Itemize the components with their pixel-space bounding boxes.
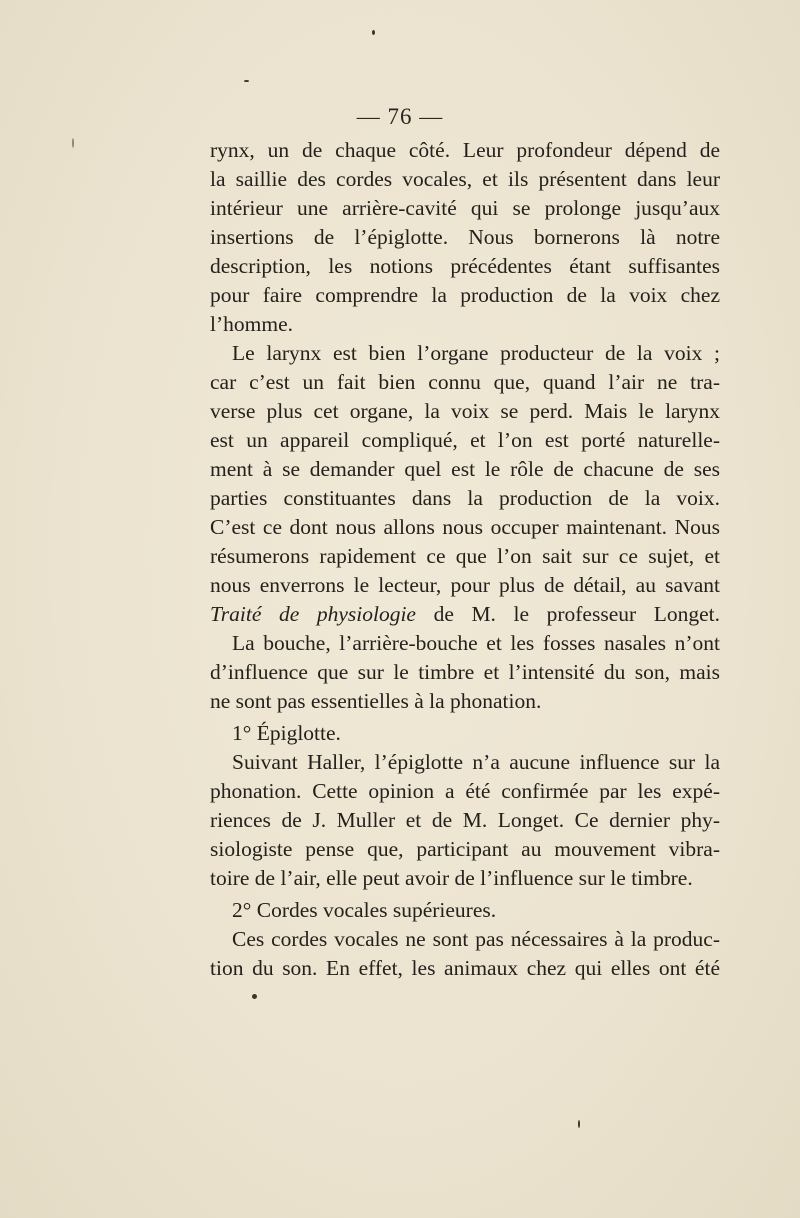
section-heading-cordes-vocales: 2° Cordes vocales supérieures. [232, 898, 497, 922]
text-segment: de M. le professeur Longet. [433, 602, 721, 626]
text-line: riences de J. Muller et de M. Longet. Ce dernier phy- [210, 808, 720, 832]
text-line: toire de l’air, elle peut avoir de l’influence sur le timbre. [210, 866, 693, 890]
book-title: Traité de physiologie [210, 602, 416, 626]
text-line: description, les notions précédentes étant suffisantes [210, 254, 720, 278]
text-line: insertions de l’épiglotte. Nous bornerons là notre [210, 225, 720, 249]
text-line: nous enverrons le lecteur, pour plus de détail, au savant [210, 573, 720, 597]
text-line: ment à se demander quel est le rôle de chacune de ses [210, 457, 720, 481]
ink-speck [72, 138, 74, 148]
ink-speck [244, 80, 249, 82]
ink-speck [578, 1120, 580, 1128]
text-line-with-title [210, 600, 720, 629]
text-line: la saillie des cordes vocales, et ils présentent dans leur [210, 167, 720, 191]
text-line: l’homme. [210, 312, 293, 336]
section-heading-epiglotte: 1° Épiglotte. [232, 721, 341, 745]
text-line: ne sont pas essentielles à la phonation. [210, 689, 542, 713]
ink-speck [372, 30, 375, 35]
paragraph-start-line: Suivant Haller, l’épiglotte n’a aucune influence sur la [232, 750, 720, 774]
page-number: — 76 — [356, 104, 444, 129]
text-line: intérieur une arrière-cavité qui se prolonge jusqu’aux [210, 196, 720, 220]
text-line: verse plus cet organe, la voix se perd. Mais le larynx [210, 399, 720, 423]
text-line: siologiste pense que, participant au mouvement vibra- [210, 837, 720, 861]
body-text [210, 136, 720, 983]
paragraph-start-line: Ces cordes vocales ne sont pas nécessaires à la produc- [232, 927, 720, 951]
text-line: phonation. Cette opinion a été confirmée par les expé- [210, 779, 720, 803]
text-line: résumerons rapidement ce que l’on sait sur ce sujet, et [210, 544, 720, 568]
text-line: C’est ce dont nous allons nous occuper maintenant. Nous [210, 515, 720, 539]
text-line: car c’est un fait bien connu que, quand l’air ne tra- [210, 370, 720, 394]
text-line: est un appareil compliqué, et l’on est porté naturelle- [210, 428, 720, 452]
text-line: pour faire comprendre la production de la voix chez [210, 283, 720, 307]
text-line: tion du son. En effet, les animaux chez qui elles ont été [210, 956, 720, 980]
text-line: rynx, un de chaque côté. Leur profondeur dépend de [210, 138, 720, 162]
paragraph-start-line: Le larynx est bien l’organe producteur de la voix ; [232, 341, 720, 365]
text-line: d’influence que sur le timbre et l’intensité du son, mais [210, 660, 720, 684]
paragraph-start-line: La bouche, l’arrière-bouche et les fosses nasales n’ont [232, 631, 720, 655]
text-line: parties constituantes dans la production de la voix. [210, 486, 720, 510]
ink-speck [252, 994, 257, 999]
